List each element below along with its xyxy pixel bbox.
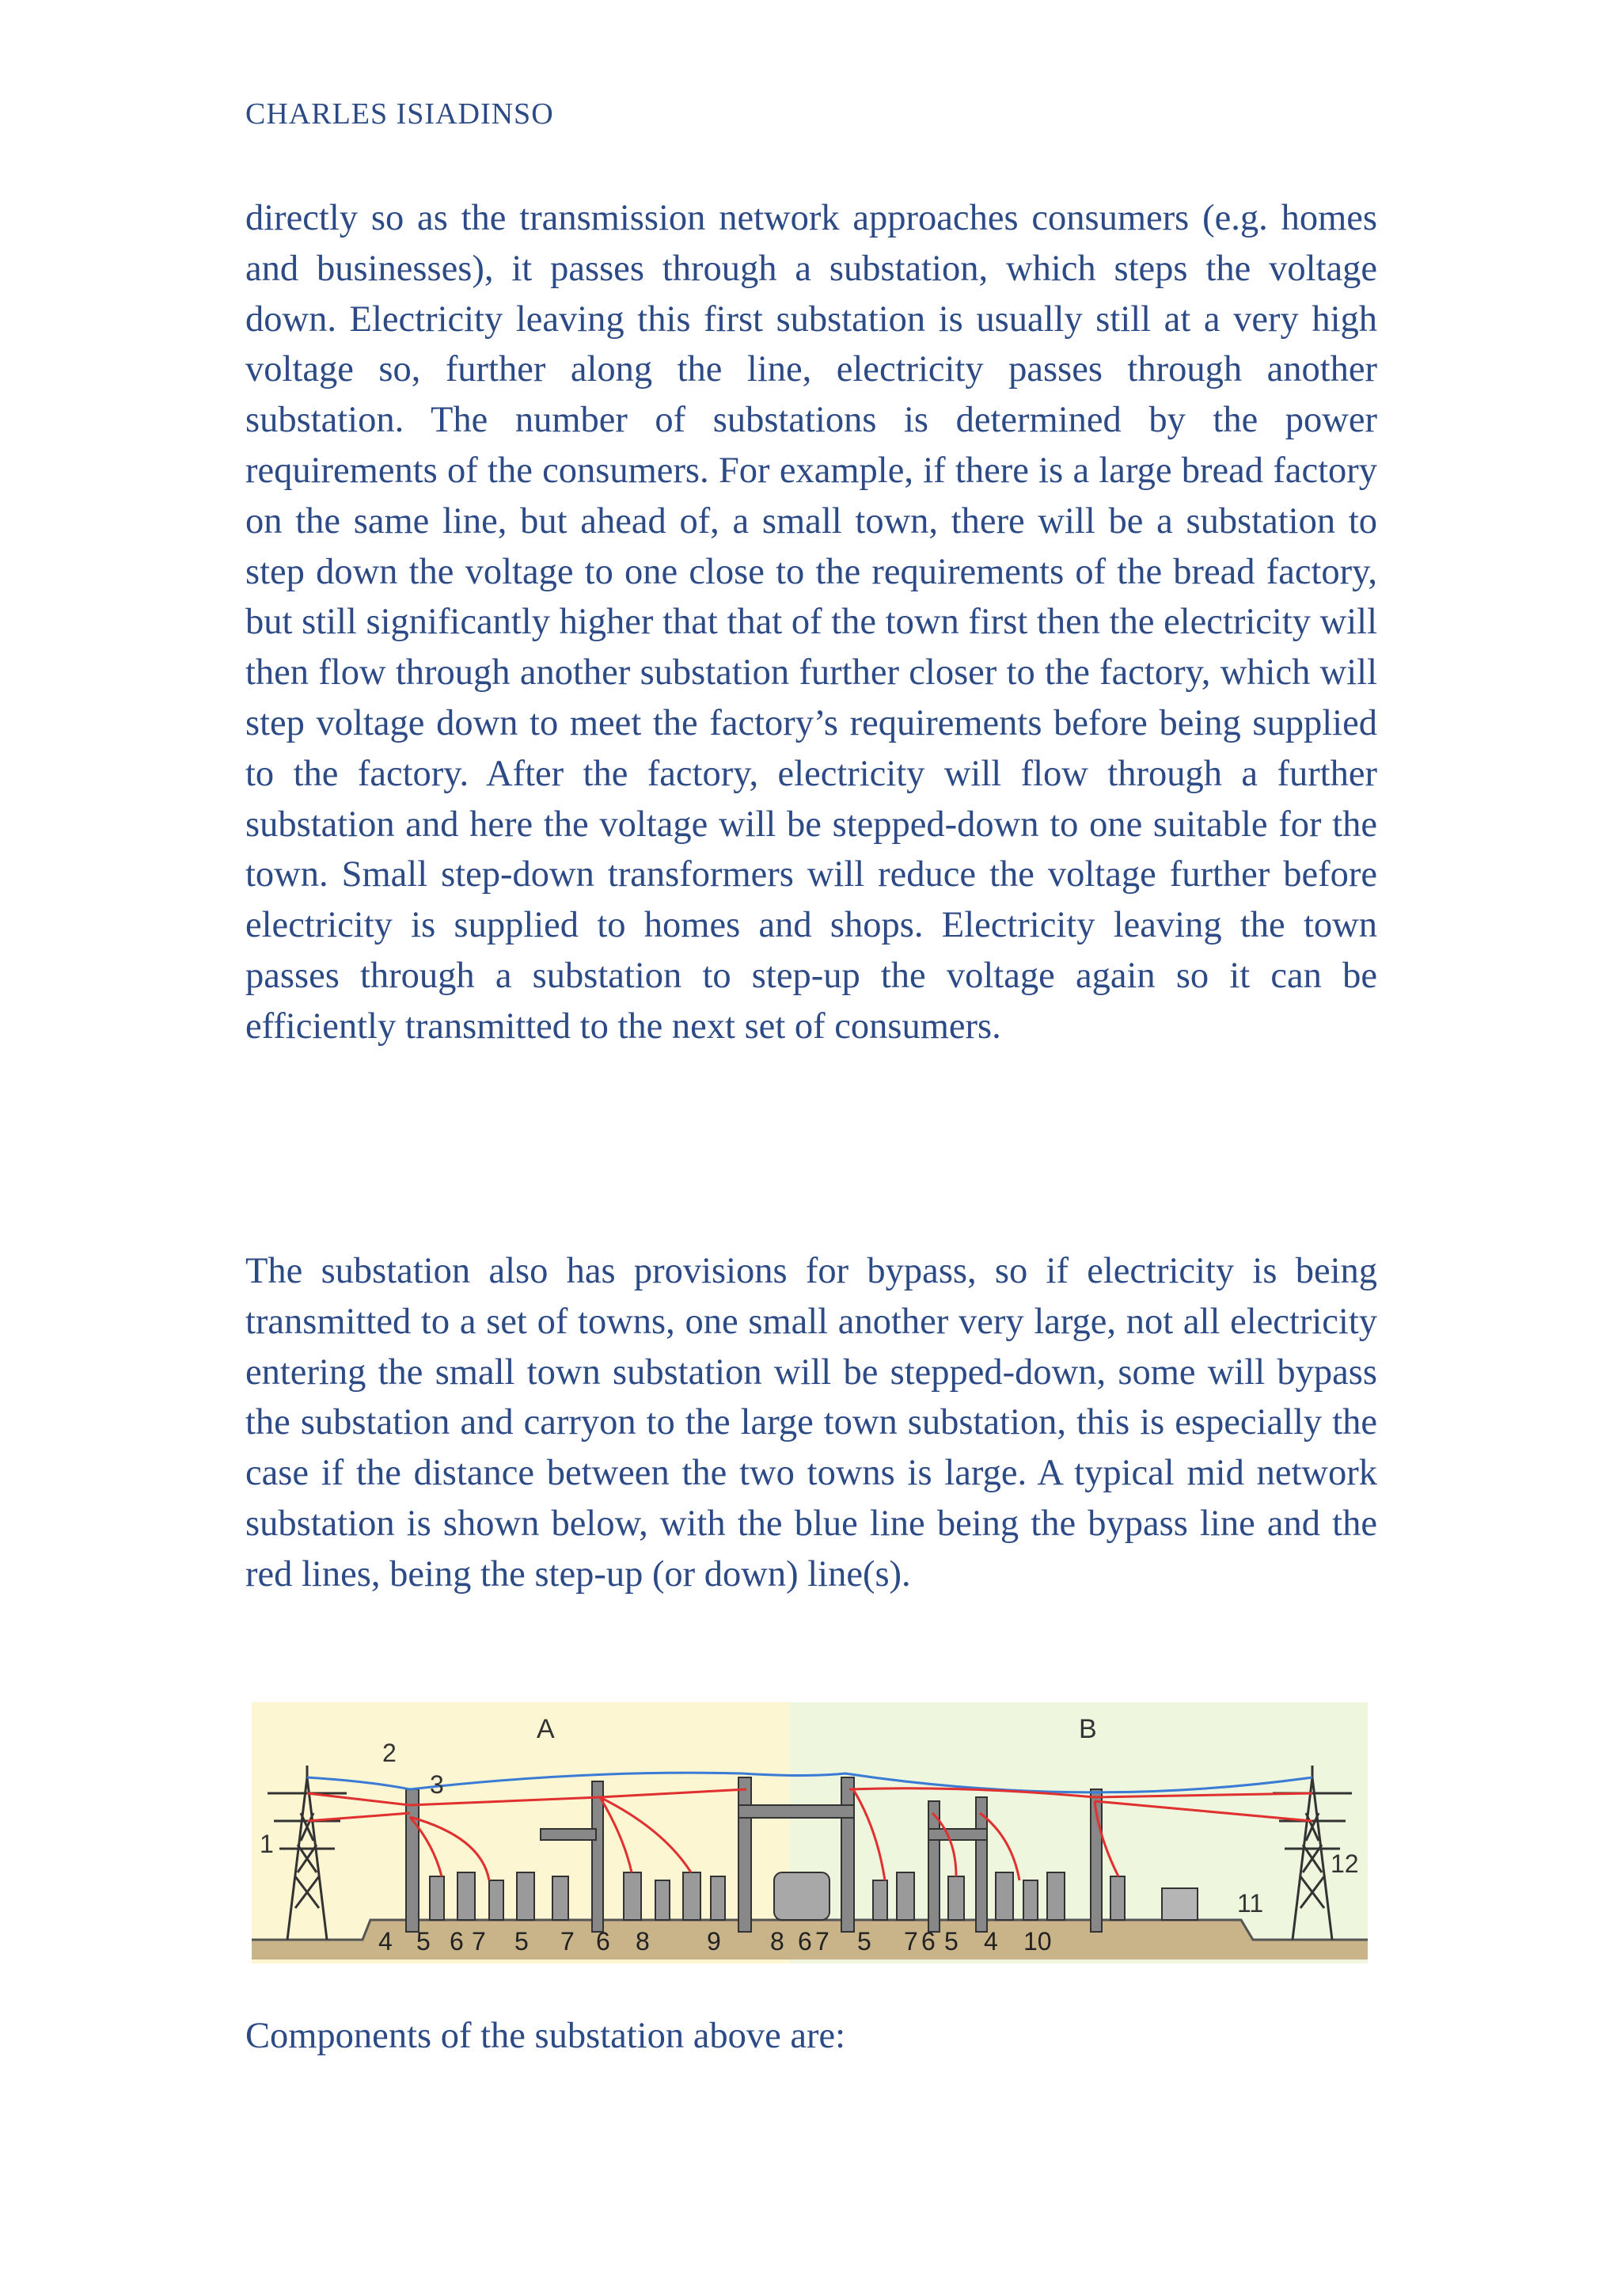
bottom-label: 4 [984,1927,998,1956]
running-header: CHARLES ISIADINSO [245,97,554,131]
section-label-a: A [537,1714,555,1744]
bottom-label: 6 [798,1927,812,1956]
body-paragraph-1: directly so as the transmission network approaches consumers (e.g. homes and businesses), it passes through a substation, which steps the voltage down. Electricity leaving this first substation is usually still at a very high voltage so, further along the line, electricity passes through another substation. The number of substations is determined by the power requirements of the consumers. For example, if there is a large bread factory on the same line, but ahead of, a small town, there will be a substation to step down the voltage to one close to the requirements of the bread factory, but still significantly higher that that of the town first then the electricity will then flow through another substation further closer to the factory, which will step voltage down to meet the factory’s requirements before being supplied to the factory. After the factory, electricity will flow through a further substation and here the voltage will be stepped-down to one suitable for the town. Small step-down transformers will reduce the voltage further before electricity is supplied to homes and shops. Electricity leaving the town passes through a substation to step-up the voltage again so it can be efficiently transmitted to the next set of consumers. [245,198,1377,1047]
bottom-label: 7 [560,1927,575,1956]
bottom-label: 9 [707,1927,721,1956]
callout-label: 11 [1237,1889,1264,1918]
bottom-label: 5 [514,1927,529,1956]
callout-label: 3 [430,1770,444,1799]
callout-label: 12 [1331,1849,1359,1878]
body-paragraph-2: The substation also has provisions for bypass, so if electricity is being transmitted to a set of towns, one small another very large, not all electricity entering the small town substation will be stepped-down, some will bypass the substation and carryon to the large town substation, this is especially the case if the distance between the two towns is large. A typical mid network substation is shown below, with the blue line being the bypass line and the red lines, being the step-up (or down) line(s). [245,1251,1377,1595]
section-label-b: B [1079,1714,1097,1744]
bottom-label: 5 [416,1927,431,1956]
bottom-label: 4 [378,1927,393,1956]
components-caption: Components of the substation above are: [245,2016,846,2056]
bottom-label: 8 [636,1927,650,1956]
bottom-label: 6 [921,1927,936,1956]
bottom-label: 8 [770,1927,784,1956]
bottom-label: 5 [944,1927,959,1956]
bottom-label: 7 [472,1927,486,1956]
bottom-label: 6 [596,1927,610,1956]
substation-diagram [252,1702,1368,1963]
bottom-label: 7 [815,1927,829,1956]
bottom-label: 7 [904,1927,918,1956]
bottom-label: 6 [450,1927,464,1956]
callout-label: 2 [382,1739,397,1767]
bottom-label: 5 [857,1927,871,1956]
bottom-label: 10 [1023,1927,1052,1956]
callout-label: 1 [260,1830,274,1858]
